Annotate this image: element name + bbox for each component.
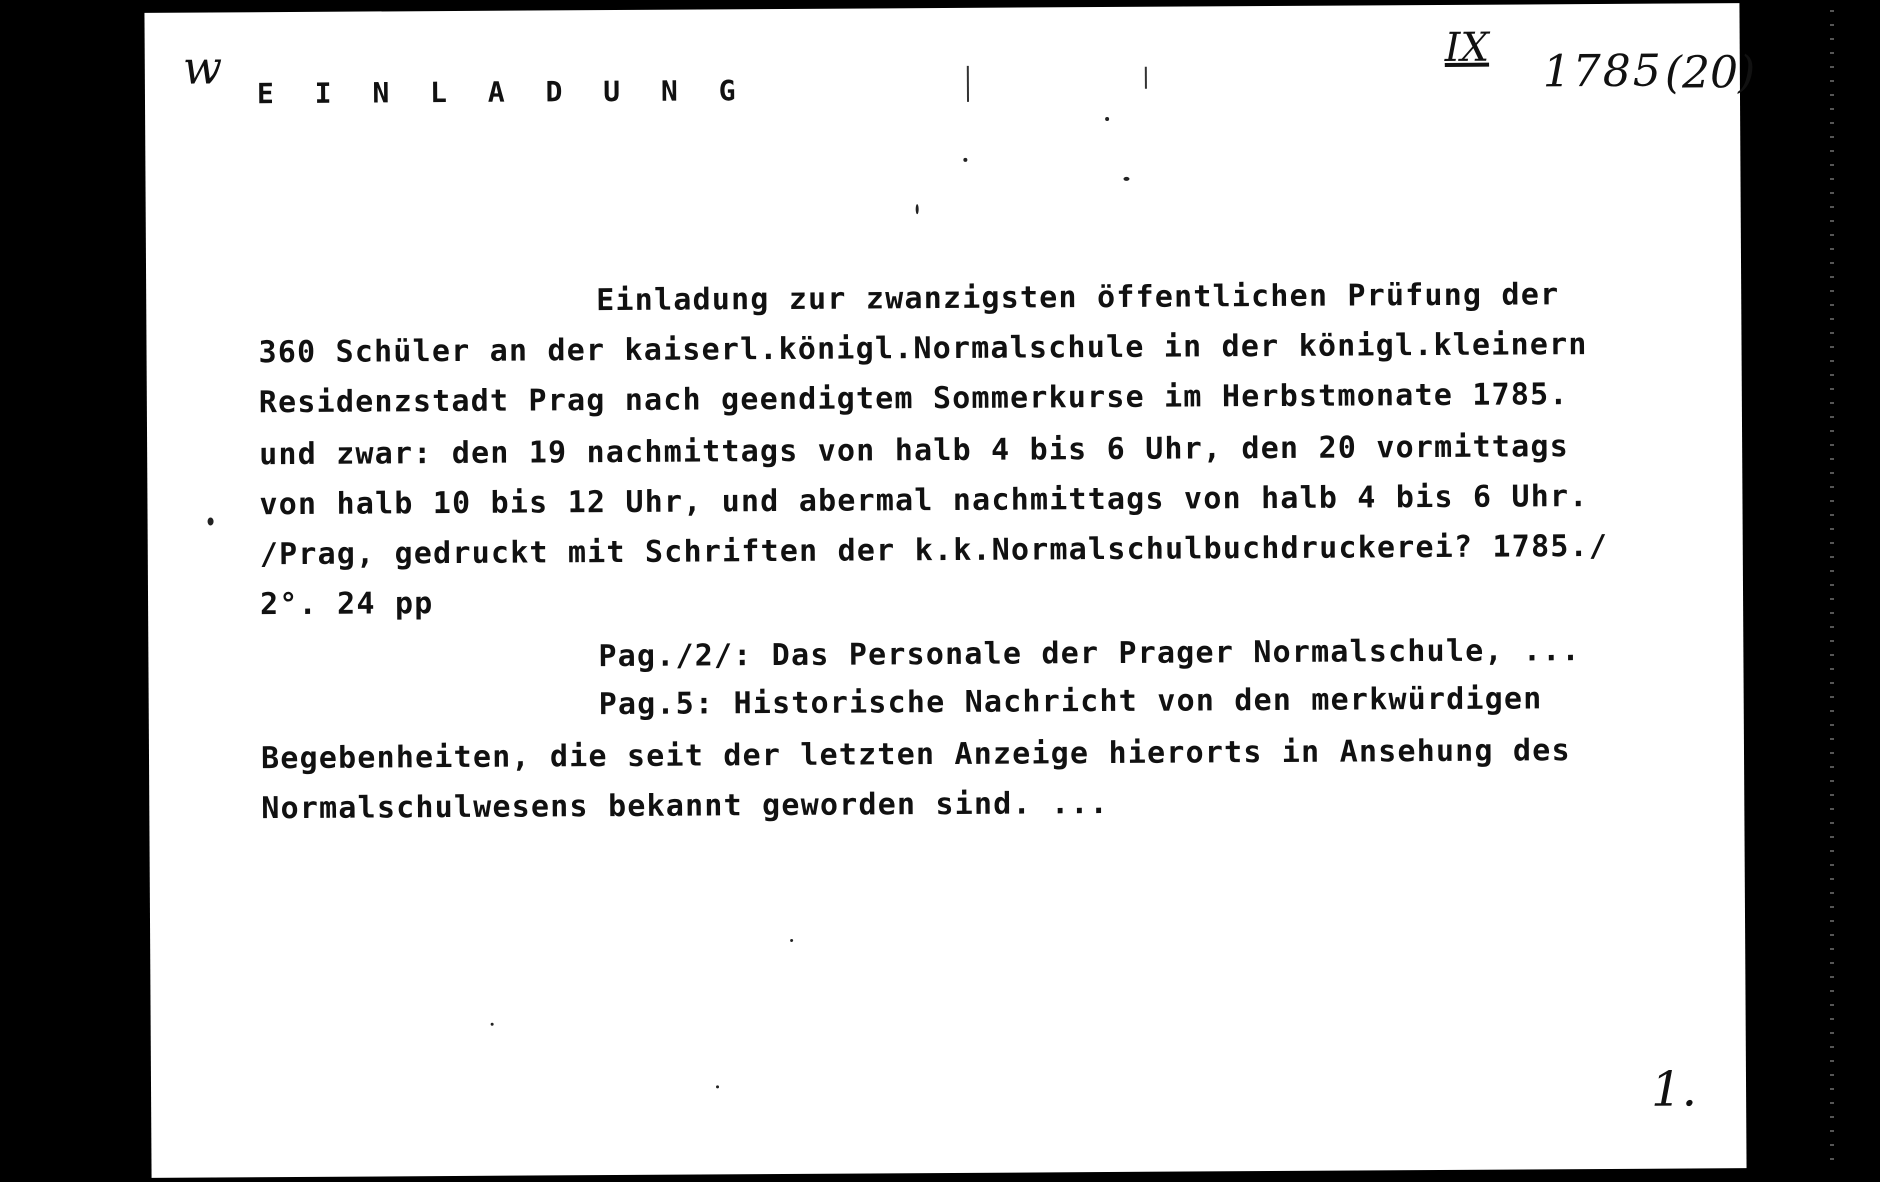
text-line: Einladung zur zwanzigsten öffentlichen Prüfung der — [596, 277, 1560, 319]
text-line: Pag./2/: Das Personale der Prager Normalschule, ... — [598, 633, 1581, 675]
stain-speck — [491, 1023, 494, 1026]
handwritten-page-mark: 1. — [1650, 1061, 1698, 1118]
stain-speck — [1123, 177, 1129, 181]
stain-speck — [963, 158, 967, 162]
text-line: von halb 10 bis 12 Uhr, und abermal nachmittags von halb 4 bis 6 Uhr. — [259, 479, 1589, 523]
stain-speck — [790, 939, 793, 942]
text-line: 360 Schüler an der kaiserl.königl.Normalschule in der königl.kleinern — [258, 327, 1588, 371]
text-line: Begebenheiten, die seit der letzten Anzeige hierorts in Ansehung des — [260, 733, 1571, 777]
stain-speck — [1105, 117, 1109, 121]
handwritten-roman-numeral: IX — [1444, 24, 1490, 71]
text-line: und zwar: den 19 nachmittags von halb 4 bis 6 Uhr, den 20 vormittags — [259, 429, 1570, 473]
text-line: Normalschulwesens bekannt geworden sind. ... — [261, 786, 1109, 827]
pencil-stroke — [1145, 67, 1147, 89]
text-line: Pag.5: Historische Nachricht von den merkwürdigen — [598, 681, 1543, 723]
stain-speck — [208, 517, 214, 525]
handwritten-year: 1785 — [1542, 45, 1663, 98]
handwritten-card-number: (20) — [1664, 47, 1756, 99]
text-line: 2°. 24 pp — [259, 586, 434, 623]
film-edge-perforation — [1830, 10, 1834, 1170]
stain-speck — [716, 1085, 719, 1088]
stain-speck — [916, 204, 919, 214]
pencil-stroke — [967, 66, 969, 102]
text-line: /Prag, gedruckt mit Schriften der k.k.Normalschulbuchdruckerei? 1785./ — [259, 528, 1609, 573]
catalog-card — [144, 3, 1756, 1178]
card-heading: E I N L A D U N G — [256, 74, 748, 111]
handwritten-left-mark: w — [182, 40, 223, 95]
text-line: Residenzstadt Prag nach geendigtem Sommerkurse im Herbstmonate 1785. — [258, 377, 1569, 421]
